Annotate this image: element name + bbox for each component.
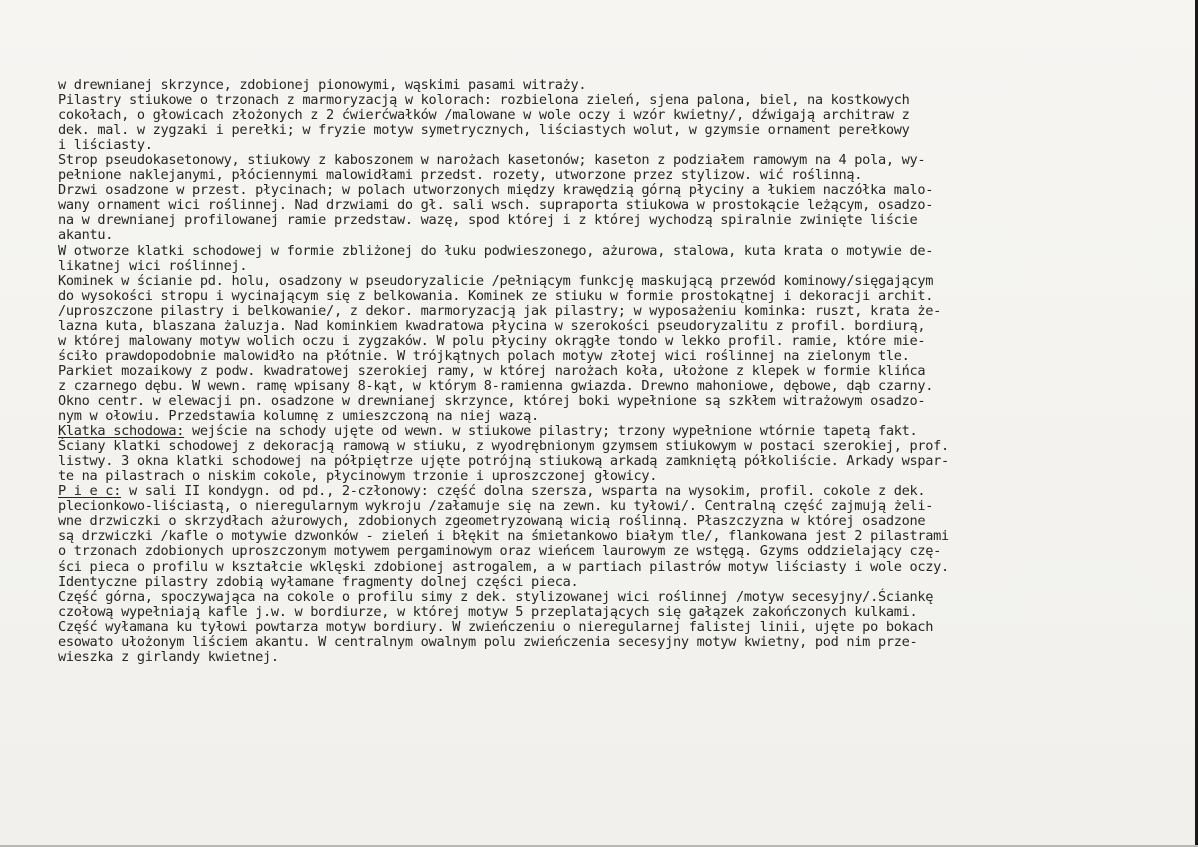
text-line (58, 469, 1183, 484)
text-line (58, 620, 1183, 635)
text-run: wieszka z girlandy kwietnej. (58, 648, 279, 665)
text-run: w sali II kondygn. od pd., 2-członowy: część dolna szersza, wsparta na wysokim, profil. cokole z dek. (121, 483, 926, 500)
text-line (58, 499, 1183, 514)
text-line (58, 409, 1183, 424)
text-line (58, 560, 1183, 575)
text-line (58, 650, 1183, 665)
text-line (58, 635, 1183, 650)
text-run: Część wyłamana ku tyłowi powtarza motyw bordiury. W zwieńczeniu o nieregularnej falistej linii, ujęte po bokach (58, 618, 934, 635)
text-line (58, 213, 1183, 228)
text-line (58, 514, 1183, 529)
text-run: Drzwi osadzone w przest. płycinach; w polach utworzonych między krawędzią górną płyciny a łukiem naczółka malo- (58, 182, 934, 199)
document-body (58, 78, 1183, 665)
text-line (58, 259, 1183, 274)
text-line (58, 274, 1183, 289)
text-run: wejście na schody ujęte od wewn. w stiukowe pilastry; trzony wypełnione wtórnie tapetą fakt. (184, 423, 918, 440)
text-run: plecionkowo-liściastą, o nieregularnym wykroju /załamuje się na zewn. ku tyłowi/. Centralną część zajmują żeli- (58, 498, 934, 515)
text-run: Ściany klatki schodowej z dekoracją ramową w stiuku, z wyodrębnionym gzymsem stiukowym w postaci szerokiej, prof. (58, 438, 949, 455)
text-line (58, 529, 1183, 544)
text-run: akantu. (58, 227, 114, 244)
section-heading: P i e c: (58, 483, 122, 500)
text-line (58, 138, 1183, 153)
text-line (58, 544, 1183, 559)
text-line (58, 590, 1183, 605)
text-run: ści pieca o profilu w kształcie wklęski zdobionej astrogalem, a w partiach pilastrów motyw liściasty i wole oczy. (58, 558, 949, 575)
text-run: nym w ołowiu. Przedstawia kolumnę z umieszczoną na niej wazą. (58, 408, 539, 425)
text-line (58, 244, 1183, 259)
text-line (58, 364, 1183, 379)
text-run: w której malowany motyw wolich oczu i zygzaków. W polu płyciny okrągłe tondo w lekko profil. ramie, które mie- (58, 332, 926, 349)
text-run: wany ornament wici roślinnej. Nad drzwiami do gł. sali wsch. supraporta stiukowa w prostokącie leżącym, osadzo- (58, 197, 934, 214)
text-run: likatnej wici roślinnej. (58, 257, 248, 274)
text-run: wne drzwiczki o skrzydłach ażurowych, zdobionych zgeometryzowaną wicią roślinną. Płaszczyzna w której osadzone (58, 513, 926, 530)
text-run: Część górna, spoczywająca na cokole o profilu simy z dek. stylizowanej wici roślinnej /motyw secesyjny/.Ściankę (58, 588, 934, 605)
text-run: te na pilastrach o niskim cokole, płycinowym trzonie i uproszczonej głowicy. (58, 468, 658, 485)
text-line (58, 379, 1183, 394)
text-line (58, 304, 1183, 319)
text-run: cokołach, o głowicach złożonych z 2 ćwierćwałków /malowane w wole oczy i wzór kwietny/, dźwigają architraw z (58, 107, 910, 124)
text-run: /uproszczone pilastry i belkowanie/, z dekor. marmoryzacją jak pilastry; w wyposażeniu kominka: ruszt, krata że- (58, 302, 942, 319)
text-run: Strop pseudokasetonowy, stiukowy z kaboszonem w narożach kasetonów; kaseton z podziałem ramowym na 4 pola, wy- (58, 152, 926, 169)
text-run: z czarnego dębu. W wewn. ramę wpisany 8-kąt, w którym 8-ramienna gwiazda. Drewno mahoniowe, dębowe, dąb czarny. (58, 377, 934, 394)
text-line (58, 605, 1183, 620)
text-run: do wysokości stropu i wycinającym się z belkowania. Kominek ze stiuku w formie prostokątnej i dekoracji archit. (58, 287, 934, 304)
text-line (58, 439, 1183, 454)
section-heading: Klatka schodowa: (58, 423, 185, 440)
text-run: Kominek w ścianie pd. holu, osadzony w pseudoryzalicie /pełniącym funkcję maskującą przewód kominowy/sięgającym (58, 272, 934, 289)
text-line (58, 153, 1183, 168)
text-line (58, 198, 1183, 213)
text-run: dek. mal. w zygzaki i perełki; w fryzie motyw symetrycznych, liściastych wolut, w gzymsie ornament perełkowy (58, 122, 910, 139)
text-run: ściło prawdopodobnie malowidło na płótnie. W trójkątnych polach motyw złotej wici roślinnej na zielonym tle. (58, 347, 910, 364)
text-run: Okno centr. w elewacji pn. osadzone w drewnianej skrzynce, której boki wypełnione są szkłem witrażowym osadzo- (58, 392, 926, 409)
text-line (58, 123, 1183, 138)
text-line (58, 349, 1183, 364)
text-run: w drewnianej skrzynce, zdobionej pionowymi, wąskimi pasami witraży. (58, 77, 587, 93)
text-run: Parkiet mozaikowy z podw. kwadratowej szerokiej ramy, w której narożach koła, ułożone z klepek w formie klińca (58, 362, 926, 379)
text-run: lazna kuta, blaszana żaluzja. Nad kominkiem kwadratowa płycina w szerokości pseudoryzalitu z profil. bordiurą, (58, 317, 926, 334)
text-line (58, 575, 1183, 590)
text-run: Pilastry stiukowe o trzonach z marmoryzacją w kolorach: rozbielona zieleń, sjena palona, biel, na kostkowych (58, 92, 910, 109)
text-line (58, 394, 1183, 409)
text-run: pełnione naklejanymi, płóciennymi malowidłami przedst. rozety, utworzone przez stylizow. wić roślinną. (58, 167, 863, 184)
text-line (58, 168, 1183, 183)
text-line (58, 424, 1183, 439)
text-line (58, 78, 1183, 93)
text-run: i liściasty. (58, 137, 153, 154)
text-run: esowato ułożonym liściem akantu. W centralnym owalnym polu zwieńczenia secesyjny motyw kwietny, pod nim prze- (58, 633, 918, 650)
text-line (58, 93, 1183, 108)
text-line (58, 228, 1183, 243)
text-line (58, 183, 1183, 198)
text-run: W otworze klatki schodowej w formie zbliżonej do łuku podwieszonego, ażurowa, stalowa, kuta krata o motywie de- (58, 242, 934, 259)
text-line (58, 108, 1183, 123)
text-line (58, 484, 1183, 499)
text-line (58, 334, 1183, 349)
text-run: o trzonach zdobionych uproszczonym motywem pergaminowym oraz wieńcem laurowym ze wstęgą. Gzyms oddzielający czę- (58, 543, 942, 560)
text-run: na w drewnianej profilowanej ramie przedstaw. wazę, spod której i z której wychodzą spiralnie zwinięte liście (58, 212, 918, 229)
text-line (58, 319, 1183, 334)
text-run: są drzwiczki /kafle o motywie dzwonków - zieleń i błękit na śmietankowo białym tle/, flankowana jest 2 pilastrami (58, 528, 949, 545)
text-line (58, 289, 1183, 304)
text-run: czołową wypełniają kafle j.w. w bordiurze, w której motyw 5 przeplatających się gałązek zakończonych kulkami. (58, 603, 918, 620)
text-run: listwy. 3 okna klatki schodowej na półpiętrze ujęte potrójną stiukową arkadą zamkniętą półkoliście. Arkady wspar- (58, 453, 949, 470)
text-line (58, 454, 1183, 469)
text-run: Identyczne pilastry zdobią wyłamane fragmenty dolnej części pieca. (58, 573, 579, 590)
